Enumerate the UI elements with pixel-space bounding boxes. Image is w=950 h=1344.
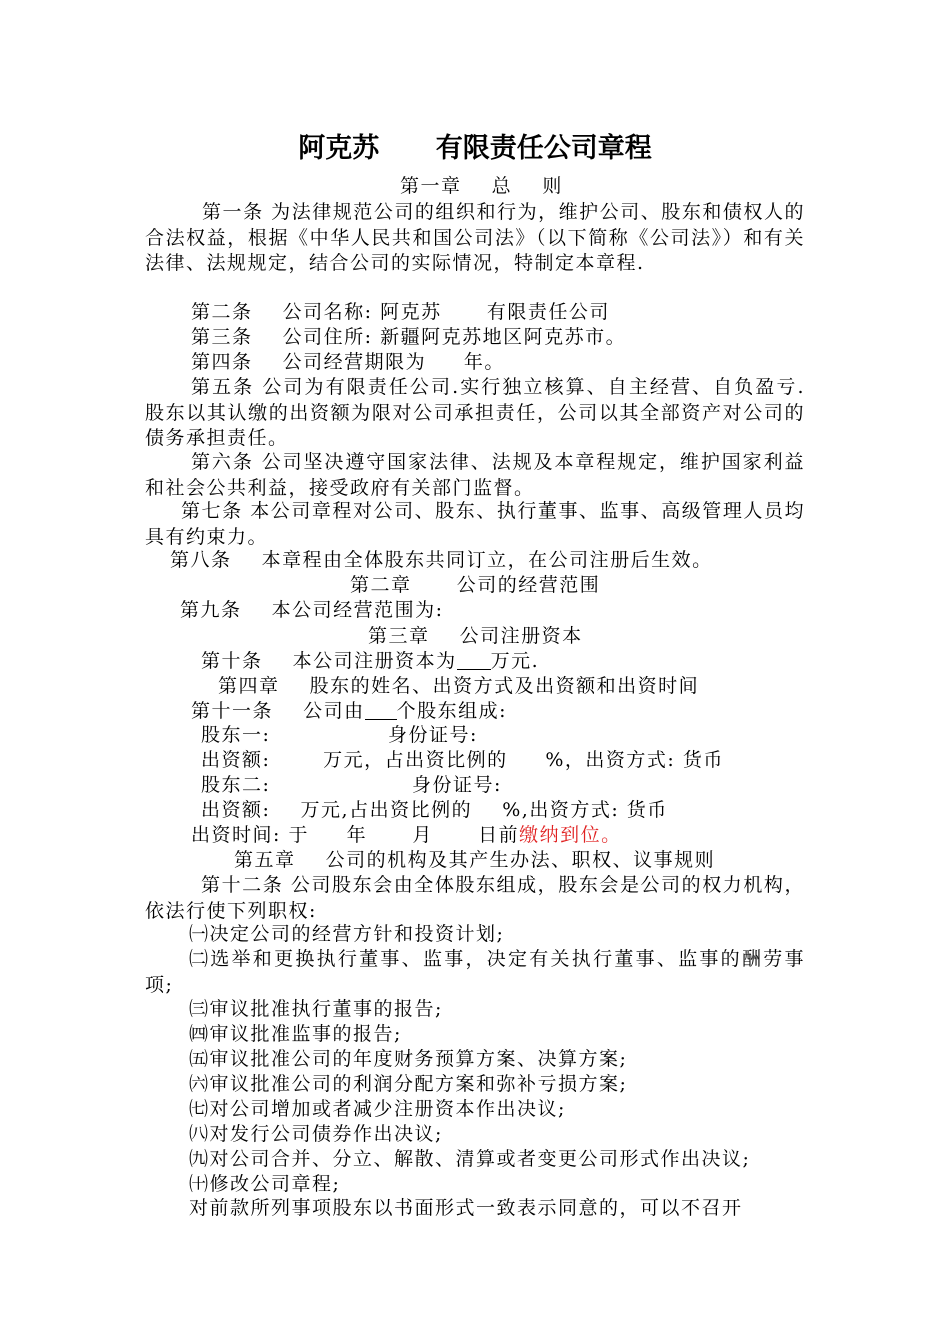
shareholder-1-name: 股东一:	[201, 724, 271, 746]
article-11	[191, 699, 507, 725]
shareholder-count-blank	[365, 701, 397, 720]
power-item-9: ㈨对公司合并、分立、解散、清算或者变更公司形式作出决议;	[189, 1148, 751, 1170]
contribution-time-text: 出资时间: 于 年 月 日前	[191, 824, 520, 846]
power-item-6: ㈥审议批准公司的利润分配方案和弥补亏损方案;	[189, 1073, 628, 1095]
contribution-time	[191, 823, 622, 849]
chapter-3-heading: 第三章 公司注册资本	[368, 625, 583, 647]
power-item-1: ㈠决定公司的经营方针和投资计划;	[189, 923, 505, 945]
article-5: 第五条 公司为有限责任公司.实行独立核算、自主经营、自负盈亏.股东以其认缴的出资额为限对公司承担责任，公司以其全部资产对公司的债务承担责任。	[145, 376, 805, 449]
chapter-2-heading: 第二章 公司的经营范围	[350, 574, 601, 596]
article-1: 第一条 为法律规范公司的组织和行为，维护公司、股东和债权人的合法权益，根据《中华人民共和国公司法》（以下简称《公司法》）和有关法律、法规规定，结合公司的实际情况，特制定本章程.	[145, 201, 805, 274]
contribution-time-highlight: 缴纳到位。	[519, 824, 622, 846]
document-title: 阿克苏 有限责任公司章程	[298, 133, 652, 164]
article-4: 第四条 公司经营期限为 年。	[191, 351, 505, 373]
power-item-8: ㈧对发行公司债券作出决议;	[189, 1123, 443, 1145]
article-11-tail: 个股东组成:	[396, 700, 508, 722]
article-10-text: 第十条 本公司注册资本为	[201, 650, 457, 672]
power-item-3: ㈢审议批准执行董事的报告;	[189, 998, 443, 1020]
article-6: 第六条 公司坚决遵守国家法律、法规及本章程规定，维护国家利益和社会公共利益，接受政府有关部门监督。	[145, 451, 805, 499]
shareholder-2-amount: 出资额: 万元,占出资比例的 %,出资方式: 货币	[201, 799, 668, 821]
article-8: 第八条 本章程由全体股东共同订立，在公司注册后生效。	[170, 549, 713, 571]
power-item-4: ㈣审议批准监事的报告;	[189, 1023, 402, 1045]
chapter-1-heading: 第一章 总 则	[400, 175, 563, 197]
chapter-5-heading: 第五章 公司的机构及其产生办法、职权、议事规则	[234, 849, 716, 871]
article-10	[201, 649, 539, 675]
shareholder-1-id: 身份证号:	[388, 724, 478, 746]
power-item-5: ㈤审议批准公司的年度财务预算方案、决算方案;	[189, 1048, 628, 1070]
shareholder-2-name: 股东二:	[201, 774, 271, 796]
article-9: 第九条 本公司经营范围为:	[180, 599, 444, 621]
chapter-4-heading: 第四章 股东的姓名、出资方式及出资额和出资时间	[218, 675, 700, 697]
article-3: 第三条 公司住所: 新疆阿克苏地区阿克苏市。	[191, 326, 627, 348]
article-11-text: 第十一条 公司由	[191, 700, 365, 722]
power-item-10: ㈩修改公司章程;	[189, 1173, 341, 1195]
article-7: 第七条 本公司章程对公司、股东、执行董事、监事、高级管理人员均具有约束力。	[145, 500, 805, 548]
closing-paragraph: 对前款所列事项股东以书面形式一致表示同意的，可以不召开	[189, 1197, 743, 1219]
capital-blank	[457, 651, 491, 670]
power-item-2: ㈡选举和更换执行董事、监事，决定有关执行董事、监事的酬劳事项;	[145, 948, 805, 996]
power-item-7: ㈦对公司增加或者减少注册资本作出决议;	[189, 1098, 566, 1120]
shareholder-2-id: 身份证号:	[412, 774, 502, 796]
article-12: 第十二条 公司股东会由全体股东组成，股东会是公司的权力机构，依法行使下列职权:	[145, 874, 805, 922]
article-10-unit: 万元.	[490, 650, 540, 672]
shareholder-1-amount: 出资额: 万元，占出资比例的 %，出资方式: 货币	[201, 749, 724, 771]
article-2: 第二条 公司名称: 阿克苏 有限责任公司	[191, 301, 610, 323]
